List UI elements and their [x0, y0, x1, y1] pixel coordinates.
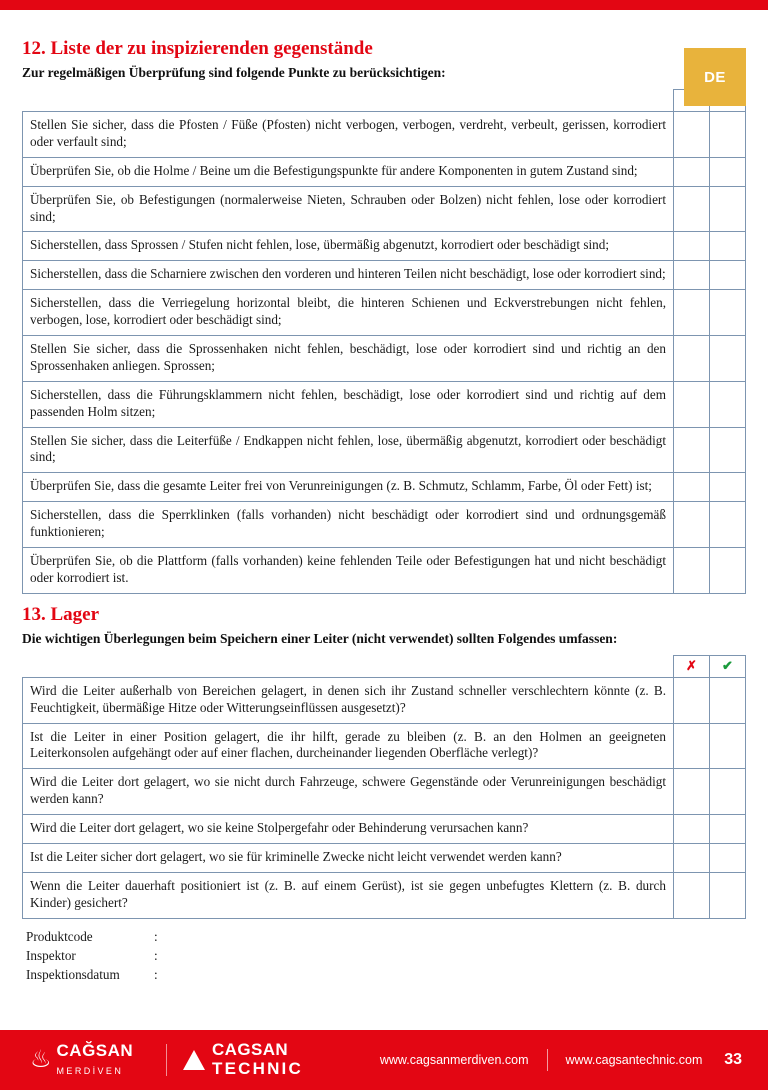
- checkbox-pass[interactable]: [710, 186, 746, 232]
- checkbox-pass[interactable]: [710, 872, 746, 918]
- page-footer: [0, 1030, 768, 1090]
- footer-link-divider: [547, 1049, 548, 1071]
- checkbox-pass[interactable]: [710, 427, 746, 473]
- field-colon: :: [154, 966, 158, 982]
- form-field-row: [26, 927, 746, 946]
- checkbox-fail[interactable]: [674, 844, 710, 873]
- checklist-item-text: Sicherstellen, dass die Scharniere zwischen den vorderen und hinteren Teilen nicht beschädigt, lose oder korrodiert sind;: [23, 261, 674, 290]
- checkbox-fail[interactable]: [674, 548, 710, 594]
- table-row: [23, 111, 746, 157]
- footer-links: [358, 1049, 724, 1071]
- checklist-item-text: Sicherstellen, dass Sprossen / Stufen nicht fehlen, lose, übermäßig abgenutzt, korrodiert oder beschädigt sind;: [23, 232, 674, 261]
- checkbox-pass[interactable]: [710, 473, 746, 502]
- checkbox-fail[interactable]: [674, 290, 710, 336]
- checkbox-fail[interactable]: [674, 723, 710, 769]
- section-13-title: 13. Lager: [22, 603, 100, 625]
- table-row: [23, 872, 746, 918]
- table-row: [23, 723, 746, 769]
- checklist-item-text: Stellen Sie sicher, dass die Leiterfüße / Endkappen nicht fehlen, lose, übermäßig abgenutzt, korrodiert oder beschädigt sind;: [23, 427, 674, 473]
- checkbox-fail[interactable]: [674, 872, 710, 918]
- checkbox-fail[interactable]: [674, 769, 710, 815]
- field-label-product-code: Produktcode: [26, 928, 93, 944]
- checkbox-pass[interactable]: [710, 815, 746, 844]
- checkbox-fail[interactable]: [674, 502, 710, 548]
- checkbox-pass[interactable]: [710, 502, 746, 548]
- footer-link-technic[interactable]: www.cagsantechnic.com: [565, 1053, 703, 1067]
- page-content: [0, 10, 768, 1030]
- checkbox-pass[interactable]: [710, 157, 746, 186]
- field-label-inspector: Inspektor: [26, 947, 76, 963]
- table-row: [23, 427, 746, 473]
- checkbox-pass[interactable]: [710, 769, 746, 815]
- checklist-item-text: Wird die Leiter dort gelagert, wo sie keine Stolpergefahr oder Behinderung verursachen kann?: [23, 815, 674, 844]
- table-row: [23, 261, 746, 290]
- form-field-row: [26, 965, 746, 984]
- header-blank: [23, 655, 674, 677]
- form-fields: [22, 927, 746, 984]
- checklist-item-text: Sicherstellen, dass die Sperrklinken (falls vorhanden) nicht beschädigt oder korrodiert sind und ordnungsgemäß funktionieren;: [23, 502, 674, 548]
- brand-left-line1: CAĞSAN: [56, 1040, 134, 1060]
- checklist-item-text: Wenn die Leiter dauerhaft positioniert ist (z. B. auf einem Gerüst), ist sie gegen unbefugtes Klettern (z. B. durch Kinder) gesichert?: [23, 872, 674, 918]
- checklist-item-text: Überprüfen Sie, ob Befestigungen (normalerweise Nieten, Schrauben oder Bolzen) nicht fehlen, lose oder korrodiert sind;: [23, 186, 674, 232]
- field-value-inspector[interactable]: [168, 946, 746, 965]
- checkbox-fail[interactable]: [674, 427, 710, 473]
- checkbox-fail[interactable]: [674, 381, 710, 427]
- checkbox-fail[interactable]: [674, 677, 710, 723]
- cagsan-merdiven-logo: [0, 1042, 150, 1079]
- form-field-row: [26, 946, 746, 965]
- checklist-body-12: [23, 111, 746, 593]
- language-badge: DE: [684, 48, 746, 106]
- checkbox-fail[interactable]: [674, 261, 710, 290]
- checklist-item-text: Sicherstellen, dass die Verriegelung horizontal bleibt, die hinteren Schienen und Eckverstrebungen nicht fehlen, verbogen, lose, korrodiert oder beschädigt sind;: [23, 290, 674, 336]
- brand-right-line1: CAGSAN: [212, 1040, 289, 1059]
- checklist-item-text: Überprüfen Sie, dass die gesamte Leiter frei von Verunreinigungen (z. B. Schmutz, Schlamm, Farbe, Öl oder Fett) ist;: [23, 473, 674, 502]
- checkbox-fail[interactable]: [674, 336, 710, 382]
- header-fail-icon: ✗: [674, 655, 710, 677]
- checkbox-fail[interactable]: [674, 473, 710, 502]
- field-label-inspection-date: Inspektionsdatum: [26, 966, 120, 982]
- field-colon: :: [154, 928, 158, 944]
- checklist-body-13: [23, 677, 746, 918]
- checkbox-fail[interactable]: [674, 815, 710, 844]
- checkbox-pass[interactable]: [710, 111, 746, 157]
- header-pass-icon: ✔: [710, 655, 746, 677]
- table-row: [23, 157, 746, 186]
- header-blank: [23, 89, 674, 111]
- checkbox-pass[interactable]: [710, 381, 746, 427]
- triangle-icon: [183, 1050, 205, 1070]
- table-header-row: [23, 655, 746, 677]
- checklist-item-text: Überprüfen Sie, ob die Holme / Beine um die Befestigungspunkte für andere Komponenten in gutem Zustand sind;: [23, 157, 674, 186]
- field-value-inspection-date[interactable]: [168, 965, 746, 984]
- checkbox-pass[interactable]: [710, 844, 746, 873]
- brand-right-line2: TECHNIC: [212, 1059, 303, 1078]
- checklist-item-text: Sicherstellen, dass die Führungsklammern nicht fehlen, beschädigt, lose oder korrodiert sind und richtig auf dem passenden Holm sitzen;: [23, 381, 674, 427]
- table-row: [23, 769, 746, 815]
- table-row: [23, 473, 746, 502]
- table-header-row: [23, 89, 746, 111]
- table-row: [23, 502, 746, 548]
- checkbox-fail[interactable]: [674, 232, 710, 261]
- checkbox-fail[interactable]: [674, 157, 710, 186]
- storage-checklist-table: [22, 655, 746, 919]
- footer-link-merdiven[interactable]: www.cagsanmerdiven.com: [379, 1053, 529, 1067]
- section-12-title: 12. Liste der zu inspizierenden gegenstände: [22, 38, 373, 59]
- checklist-item-text: Überprüfen Sie, ob die Plattform (falls vorhanden) keine fehlenden Teile oder Befestigungen hat und nicht beschädigt oder korrodiert ist.: [23, 548, 674, 594]
- cagsan-technic-logo: [183, 1041, 358, 1079]
- top-accent-bar: [0, 0, 768, 10]
- table-row: [23, 548, 746, 594]
- section-13-subtitle: Die wichtigen Überlegungen beim Speichern einer Leiter (nicht verwendet) sollten Folgendes umfassen:: [22, 630, 618, 646]
- checkbox-pass[interactable]: [710, 261, 746, 290]
- table-row: [23, 186, 746, 232]
- checkbox-pass[interactable]: [710, 290, 746, 336]
- checkbox-pass[interactable]: [710, 548, 746, 594]
- checkbox-pass[interactable]: [710, 677, 746, 723]
- checklist-item-text: Wird die Leiter außerhalb von Bereichen gelagert, in denen sich ihr Zustand schneller verschlechtern könnte (z. B. Feuchtigkeit, übermäßige Hitze oder Witterungseinflüssen ausgesetzt)?: [23, 677, 674, 723]
- table-row: [23, 336, 746, 382]
- table-row: [23, 844, 746, 873]
- checkbox-pass[interactable]: [710, 723, 746, 769]
- checklist-item-text: Stellen Sie sicher, dass die Pfosten / Füße (Pfosten) nicht verbogen, verbogen, verdreht, verbeult, gerissen, korrodiert oder verfault sind;: [23, 111, 674, 157]
- inspection-checklist-table: [22, 89, 746, 594]
- checklist-item-text: Ist die Leiter in einer Position gelagert, die ihr hilft, gerade zu bleiben (z. B. an den Holmen an geeigneten Leiterkonsolen aufgehängt oder auf einer flachen, durcheinander liegenden Oberfläche verlegt)?: [23, 723, 674, 769]
- table-row: [23, 232, 746, 261]
- brand-left-line2: MERDİVEN: [56, 1065, 124, 1076]
- field-value-product-code[interactable]: [168, 927, 746, 946]
- section-12-subtitle: Zur regelmäßigen Überprüfung sind folgende Punkte zu berücksichtigen:: [22, 64, 446, 80]
- footer-divider: [166, 1044, 167, 1076]
- flame-icon: ♨: [30, 1047, 52, 1073]
- checklist-item-text: Wird die Leiter dort gelagert, wo sie nicht durch Fahrzeuge, schwere Gegenstände oder Verunreinigungen beschädigt werden kann?: [23, 769, 674, 815]
- table-row: [23, 815, 746, 844]
- field-colon: :: [154, 947, 158, 963]
- checkbox-fail[interactable]: [674, 186, 710, 232]
- table-row: [23, 290, 746, 336]
- checkbox-pass[interactable]: [710, 336, 746, 382]
- checklist-item-text: Stellen Sie sicher, dass die Sprossenhaken nicht fehlen, beschädigt, lose oder korrodiert sind und richtig an den Sprossenhaken anliegen. Sprossen;: [23, 336, 674, 382]
- page-number: 33: [724, 1051, 742, 1068]
- table-row: [23, 381, 746, 427]
- checkbox-pass[interactable]: [710, 232, 746, 261]
- checkbox-fail[interactable]: [674, 111, 710, 157]
- table-row: [23, 677, 746, 723]
- checklist-item-text: Ist die Leiter sicher dort gelagert, wo sie für kriminelle Zwecke nicht leicht verwendet werden kann?: [23, 844, 674, 873]
